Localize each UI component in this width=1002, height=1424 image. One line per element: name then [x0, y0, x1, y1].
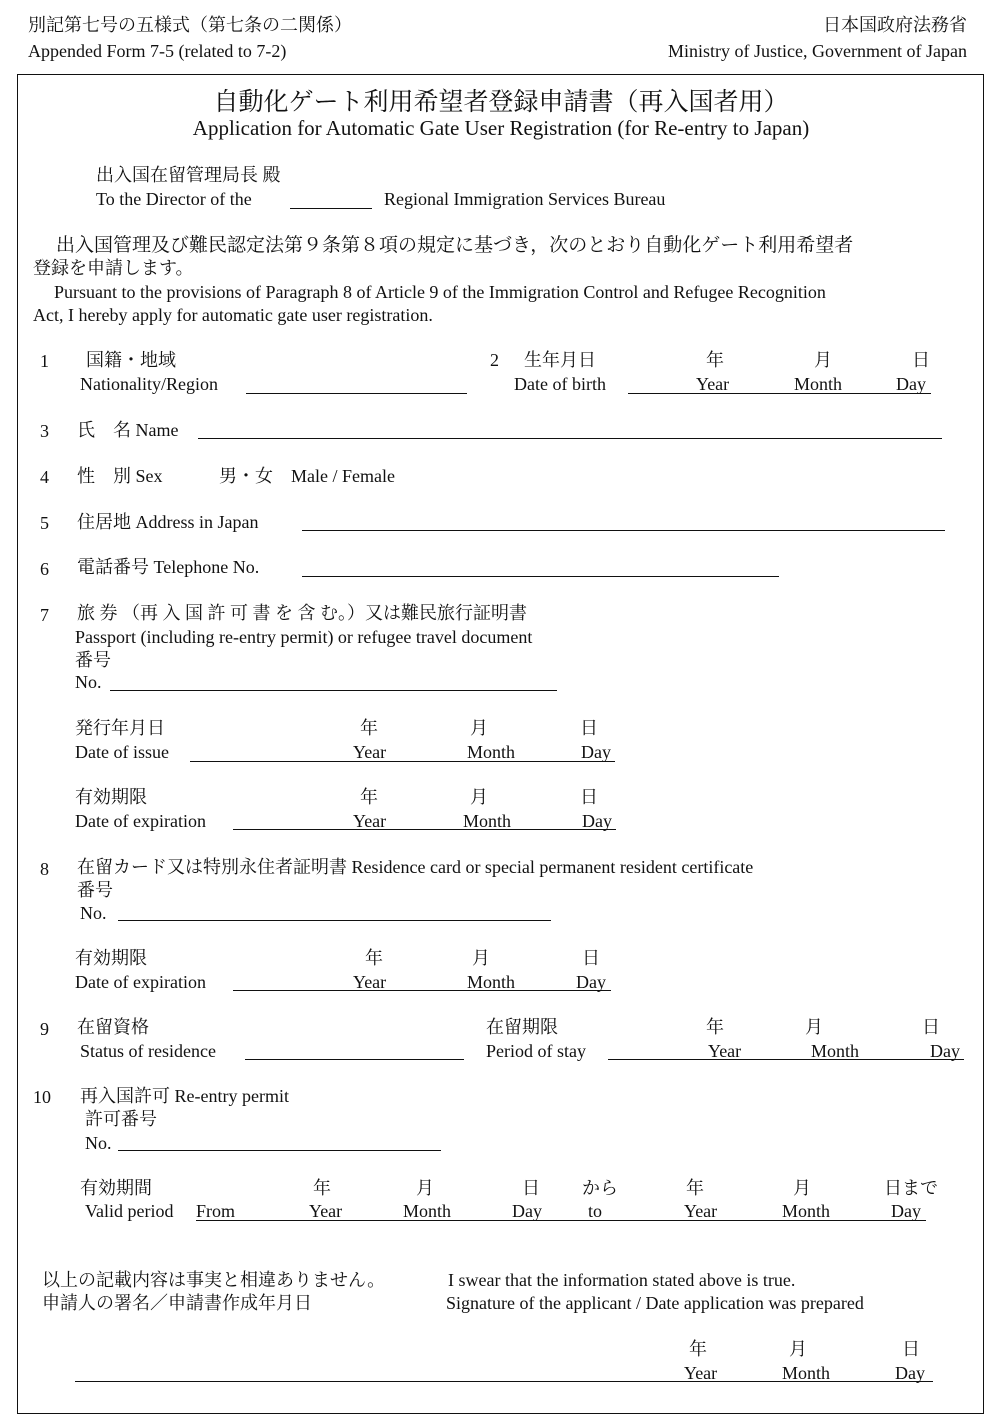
ministry-en: Ministry of Justice, Government of Japan: [668, 41, 967, 61]
residence-card-no-jp: 番号: [77, 880, 113, 900]
passport-no-jp: 番号: [75, 650, 111, 670]
issue-year-en: Year: [353, 742, 387, 762]
sign-year-jp: 年: [689, 1339, 707, 1359]
to-month-jp: 月: [793, 1178, 811, 1198]
card-exp-month-en: Month: [467, 972, 516, 992]
period-month-en: Month: [811, 1041, 860, 1061]
passport-exp-date-field[interactable]: [233, 829, 616, 830]
field-number-7: 7: [40, 605, 49, 625]
address-label: 住居地 Address in Japan: [77, 512, 259, 532]
residence-card-label: 在留カード又は特別永住者証明書 Residence card or special permanent resident certificate: [77, 857, 754, 877]
dob-label-jp: 生年月日: [524, 350, 596, 370]
passport-exp-month-jp: 月: [470, 787, 488, 807]
field-number-6: 6: [40, 559, 49, 579]
reentry-no-en: No.: [85, 1133, 112, 1153]
reentry-no-jp: 許可番号: [85, 1109, 157, 1129]
issue-month-jp: 月: [470, 718, 488, 738]
dob-day-en: Day: [896, 374, 926, 394]
addressee-jp: 出入国在留管理局長 殿: [96, 165, 281, 185]
from-year-jp: 年: [313, 1178, 331, 1198]
from-label: From: [196, 1201, 236, 1221]
residence-card-no-en: No.: [80, 903, 107, 923]
period-day-jp: 日: [922, 1017, 940, 1037]
card-exp-year-jp: 年: [365, 948, 383, 968]
issue-day-en: Day: [581, 742, 611, 762]
passport-exp-day-en: Day: [582, 811, 612, 831]
reentry-label: 再入国許可 Re-entry permit: [80, 1086, 289, 1106]
field-number-10: 10: [33, 1087, 51, 1107]
card-exp-day-jp: 日: [582, 948, 600, 968]
passport-number-field[interactable]: [110, 690, 557, 691]
to-year-jp: 年: [686, 1178, 704, 1198]
field-number-5: 5: [40, 513, 49, 533]
title-jp: 自動化ゲート利用希望者登録申請書（再入国者用）: [213, 89, 789, 116]
telephone-label: 電話番号 Telephone No.: [77, 557, 260, 577]
nationality-label-en: Nationality/Region: [80, 374, 218, 394]
title-en: Application for Automatic Gate User Registration (for Re-entry to Japan): [192, 116, 810, 140]
issue-month-en: Month: [467, 742, 516, 762]
intro-jp-line2: 登録を申請します。: [33, 258, 194, 278]
from-day-en: Day: [512, 1201, 542, 1221]
reentry-number-field[interactable]: [118, 1150, 441, 1151]
passport-label-jp: 旅 券 （再 入 国 許 可 書 を 含 む。）又は難民旅行証明書: [77, 603, 527, 623]
from-month-en: Month: [403, 1201, 452, 1221]
field-number-9: 9: [40, 1019, 49, 1039]
issue-year-jp: 年: [360, 718, 378, 738]
residence-card-number-field[interactable]: [118, 920, 551, 921]
passport-exp-year-en: Year: [353, 811, 387, 831]
made-label: 日まで: [884, 1178, 938, 1198]
status-label-jp: 在留資格: [77, 1017, 149, 1037]
ministry-jp: 日本国政府法務省: [823, 15, 967, 35]
from-month-jp: 月: [416, 1178, 434, 1198]
period-field[interactable]: [608, 1059, 964, 1060]
issue-day-jp: 日: [580, 718, 598, 738]
declaration-jp: 以上の記載内容は事実と相違ありません。: [42, 1270, 386, 1290]
dob-field[interactable]: [628, 393, 931, 394]
status-field[interactable]: [245, 1059, 464, 1060]
dob-day-jp: 日: [912, 350, 930, 370]
dob-month-jp: 月: [814, 350, 832, 370]
period-month-jp: 月: [805, 1017, 823, 1037]
signature-label-jp: 申請人の署名／申請書作成年月日: [42, 1293, 312, 1313]
sign-year-en: Year: [684, 1363, 718, 1383]
passport-exp-month-en: Month: [463, 811, 512, 831]
sign-month-jp: 月: [789, 1339, 807, 1359]
bureau-name-field[interactable]: [290, 208, 372, 209]
declaration-en: I swear that the information stated above is true.: [448, 1270, 796, 1290]
to-label: to: [588, 1201, 603, 1221]
issue-label-en: Date of issue: [75, 742, 169, 762]
status-label-en: Status of residence: [80, 1041, 216, 1061]
field-number-2: 2: [490, 350, 499, 370]
dob-label-en: Date of birth: [514, 374, 606, 394]
addressee-en-suffix: Regional Immigration Services Bureau: [384, 189, 666, 209]
addressee-en-prefix: To the Director of the: [96, 189, 252, 209]
card-exp-month-jp: 月: [472, 948, 490, 968]
period-year-en: Year: [708, 1041, 742, 1061]
passport-exp-year-jp: 年: [360, 787, 378, 807]
period-label-en: Period of stay: [486, 1041, 586, 1061]
address-field[interactable]: [302, 530, 945, 531]
passport-no-en: No.: [75, 672, 102, 692]
valid-label-jp: 有効期間: [80, 1178, 152, 1198]
issue-label-jp: 発行年月日: [75, 718, 165, 738]
sex-options[interactable]: 男・女 Male / Female: [219, 466, 395, 486]
from-day-jp: 日: [522, 1178, 540, 1198]
field-number-8: 8: [40, 859, 49, 879]
card-exp-label-en: Date of expiration: [75, 972, 206, 992]
passport-exp-label-en: Date of expiration: [75, 811, 206, 831]
field-number-4: 4: [40, 467, 49, 487]
issue-date-field[interactable]: [190, 761, 615, 762]
intro-en-line1: Pursuant to the provisions of Paragraph 8 of Article 9 of the Immigration Control and Refugee Recognition: [54, 282, 826, 302]
passport-exp-label-jp: 有効期限: [75, 787, 147, 807]
form-number-jp: 別記第七号の五様式（第七条の二関係）: [28, 15, 352, 35]
field-number-1: 1: [40, 351, 49, 371]
to-year-en: Year: [684, 1201, 718, 1221]
intro-jp-line1: 出入国管理及び難民認定法第９条第８項の規定に基づき，次のとおり自動化ゲート利用希望者: [56, 235, 854, 256]
telephone-field[interactable]: [302, 576, 779, 577]
form-number-en: Appended Form 7-5 (related to 7-2): [28, 41, 287, 61]
nationality-field[interactable]: [246, 393, 467, 394]
sign-month-en: Month: [782, 1363, 831, 1383]
period-year-jp: 年: [706, 1017, 724, 1037]
name-field[interactable]: [198, 438, 942, 439]
signature-label-en: Signature of the applicant / Date application was prepared: [446, 1293, 864, 1313]
passport-exp-day-jp: 日: [580, 787, 598, 807]
card-exp-year-en: Year: [353, 972, 387, 992]
dob-year-en: Year: [696, 374, 730, 394]
card-exp-day-en: Day: [576, 972, 606, 992]
card-exp-date-field[interactable]: [233, 990, 611, 991]
dob-month-en: Month: [794, 374, 843, 394]
valid-label-en: Valid period: [85, 1201, 174, 1221]
sign-day-en: Day: [895, 1363, 925, 1383]
card-exp-label-jp: 有効期限: [75, 948, 147, 968]
period-label-jp: 在留期限: [486, 1017, 558, 1037]
to-day-en: Day: [891, 1201, 921, 1221]
to-month-en: Month: [782, 1201, 831, 1221]
intro-en-line2: Act, I hereby apply for automatic gate user registration.: [33, 305, 433, 325]
dob-year-jp: 年: [706, 350, 724, 370]
kara-label: から: [582, 1178, 618, 1198]
passport-label-en: Passport (including re-entry permit) or refugee travel document: [75, 627, 533, 647]
sex-label: 性 別 Sex: [77, 466, 163, 486]
nationality-label-jp: 国籍・地域: [86, 350, 176, 370]
sign-day-jp: 日: [902, 1339, 920, 1359]
field-number-3: 3: [40, 421, 49, 441]
period-day-en: Day: [930, 1041, 960, 1061]
from-year-en: Year: [309, 1201, 343, 1221]
name-label: 氏 名 Name: [77, 420, 179, 440]
